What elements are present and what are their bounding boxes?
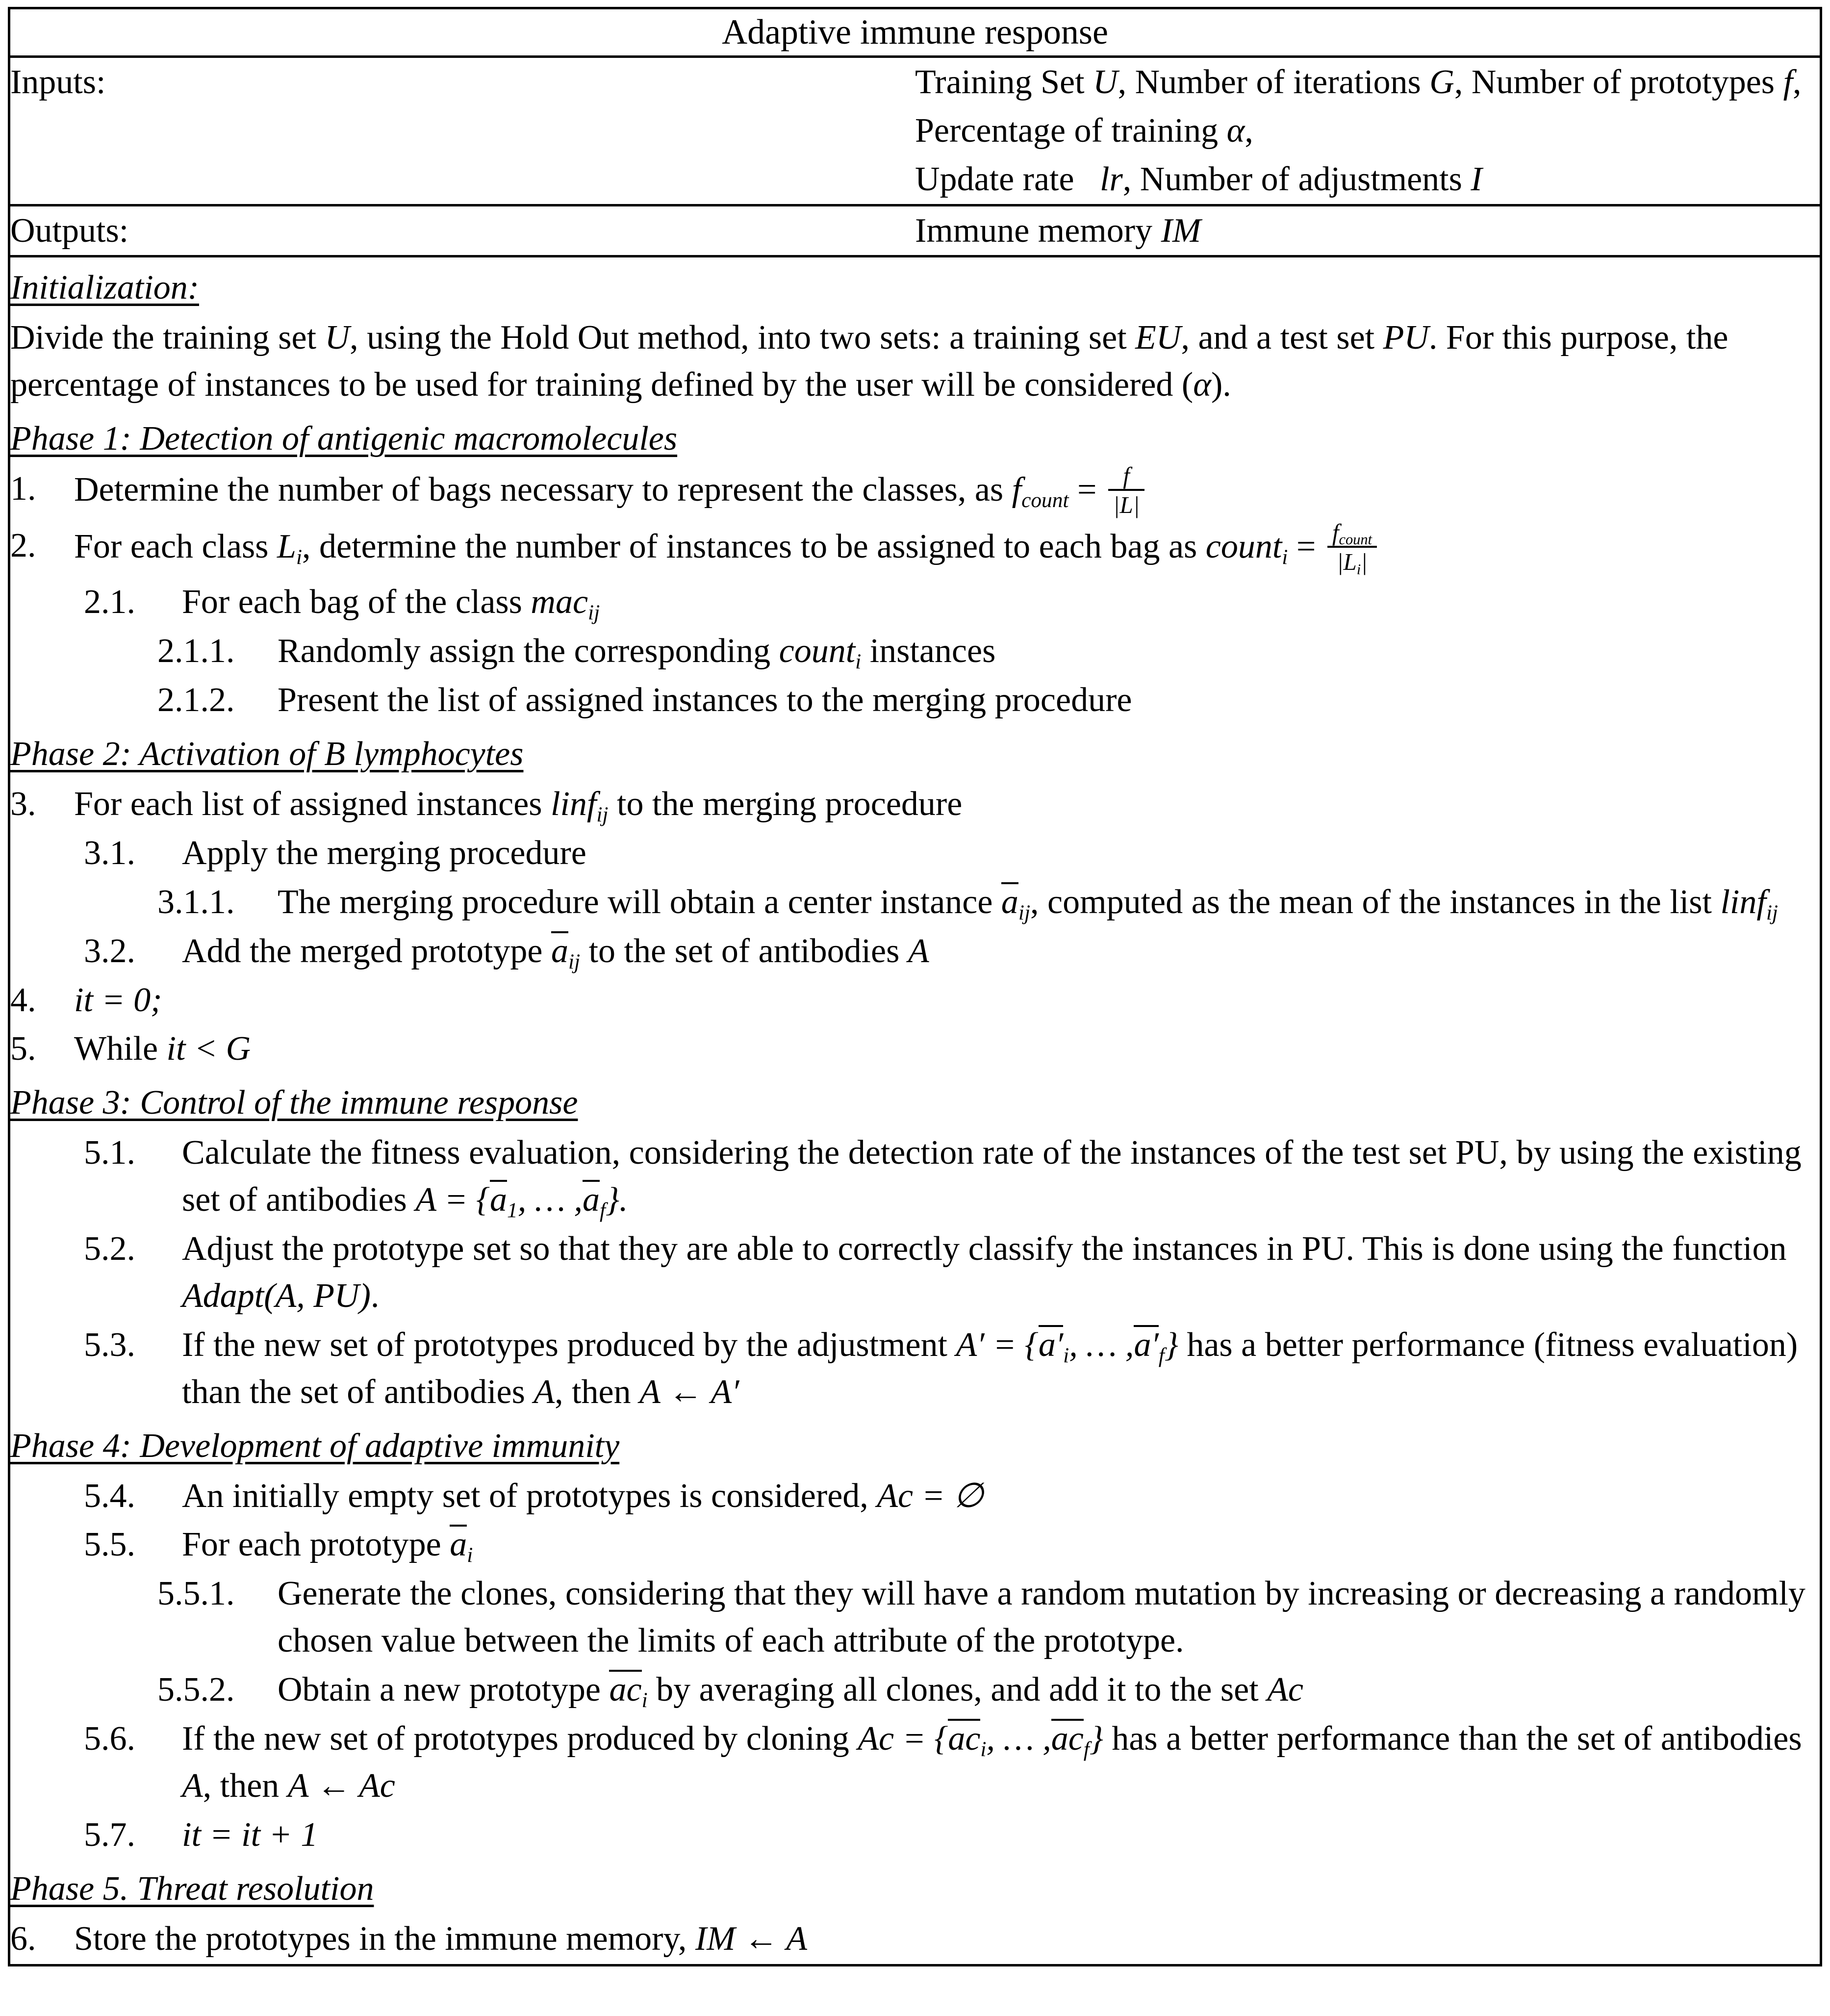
phase3-heading-line bbox=[10, 1075, 1820, 1127]
init-var-u: U bbox=[325, 319, 350, 357]
inputs-var-alpha: α bbox=[1226, 111, 1245, 150]
algorithm-body bbox=[9, 256, 1821, 1965]
step-5-6-var-a: A bbox=[182, 1766, 203, 1805]
inputs-line-1 bbox=[915, 58, 1820, 155]
step-1-body: Determine the number of bags necessary to represent the classes, as bbox=[74, 470, 1004, 509]
step-3 bbox=[10, 781, 1820, 828]
step-3-2-number: 3.2. bbox=[84, 932, 135, 970]
inputs-text-1b: , Number of iterations bbox=[1118, 63, 1421, 101]
step-5-6-set-close: } bbox=[1089, 1719, 1103, 1758]
inputs-text-1e: , bbox=[1245, 111, 1253, 150]
step-3-body-b: to the merging procedure bbox=[617, 785, 963, 823]
step-2-1-text bbox=[182, 579, 1820, 626]
step-3-1-1-body-a: The merging procedure will obtain a center instance bbox=[278, 883, 993, 921]
algorithm-table bbox=[8, 7, 1822, 1966]
inputs-text-1d: , Percentage of training bbox=[915, 63, 1802, 150]
algorithm-body-row bbox=[9, 256, 1821, 1965]
step-2-1-1 bbox=[157, 628, 1820, 675]
step-5-5-1 bbox=[157, 1570, 1820, 1664]
step-5-1-a1: a bbox=[490, 1181, 508, 1219]
step-5-5-2-var-acbar-sub: i bbox=[641, 1688, 648, 1712]
inputs-var-i: I bbox=[1471, 160, 1482, 199]
step-2-1-var-mac: mac bbox=[531, 583, 588, 621]
step-5-6-body-a: If the new set of prototypes produced by cloning bbox=[182, 1719, 849, 1758]
step-5-5-2-number: 5.5.2. bbox=[157, 1671, 235, 1709]
step-2-var-l: L bbox=[277, 527, 296, 565]
step-5-2-number: 5.2. bbox=[84, 1230, 135, 1268]
step-5-3-number: 5.3. bbox=[84, 1326, 135, 1364]
step-2-1-2-number: 2.1.2. bbox=[157, 681, 235, 719]
outputs-var-im: IM bbox=[1161, 211, 1201, 250]
step-3-1-1-var-abar-sub: ij bbox=[1018, 900, 1031, 924]
count-i-symbol: count bbox=[1205, 527, 1282, 565]
step-2-numerator bbox=[1327, 520, 1377, 546]
phase4-heading-line bbox=[10, 1419, 1820, 1471]
init-text-3: , and a test set bbox=[1181, 319, 1375, 357]
step-5-3-var-a: A bbox=[534, 1373, 555, 1411]
step-5-2-body: Adjust the prototype set so that they are able to correctly classify the instances in PU. This is done using the function bbox=[182, 1230, 1787, 1268]
step-3-1-1-number: 3.1.1. bbox=[157, 883, 235, 921]
step-2-1-number: 2.1. bbox=[84, 583, 135, 621]
step-2-1 bbox=[84, 579, 1820, 626]
step-3-1-1 bbox=[157, 879, 1820, 926]
step-1-formula bbox=[1012, 461, 1148, 519]
step-3-1-1-var-linf-sub: ij bbox=[1766, 900, 1778, 924]
inputs-text-2b: , Number of adjustments bbox=[1122, 160, 1462, 199]
step-5-6-text bbox=[182, 1715, 1820, 1810]
step-5-5-1-text: Generate the clones, considering that they will have a random mutation by increasing or decreasing a randomly chosen value between the limits of each attribute of the prototype. bbox=[278, 1575, 1805, 1660]
step-5-6-ac1-sub: i bbox=[980, 1737, 987, 1761]
step-5-6-body-b: has a better performance than the set of antibodies bbox=[1112, 1719, 1802, 1758]
phase4-heading: Phase 4: Development of adaptive immunity bbox=[10, 1427, 620, 1465]
step-2-body-a: For each class bbox=[74, 527, 269, 565]
step-5-text bbox=[74, 1025, 1820, 1072]
phase1-heading: Phase 1: Detection of antigenic macromolecules bbox=[10, 419, 678, 458]
step-6-expression: IM ← A bbox=[695, 1919, 808, 1958]
step-6-body: Store the prototypes in the immune memory, bbox=[74, 1919, 687, 1958]
step-5-6-acf-sub: f bbox=[1083, 1737, 1090, 1761]
step-3-var-linf-sub: ij bbox=[596, 803, 609, 827]
step-3-1-1-var-abar: a bbox=[1001, 883, 1018, 921]
step-2-text bbox=[74, 518, 1820, 578]
step-4-text: it = 0; bbox=[74, 981, 162, 1019]
inputs-var-g: G bbox=[1429, 63, 1454, 101]
phase2-heading-line bbox=[10, 727, 1820, 779]
step-2-1-1-number: 2.1.1. bbox=[157, 632, 235, 670]
step-5-number: 5. bbox=[10, 1030, 36, 1068]
step-2-number: 2. bbox=[10, 526, 36, 564]
phase1-heading-line bbox=[10, 411, 1820, 463]
step-5-6 bbox=[84, 1715, 1820, 1810]
step-5-4-text bbox=[182, 1473, 1820, 1520]
step-3-1-text: Apply the merging procedure bbox=[182, 834, 586, 872]
step-5-3-set-close: } bbox=[1164, 1326, 1178, 1364]
step-2-1-2-text: Present the list of assigned instances to the merging procedure bbox=[278, 681, 1132, 719]
init-var-eu: EU bbox=[1135, 319, 1181, 357]
step-3-2-var-a: A bbox=[908, 932, 929, 970]
step-2-1-1-var-count-sub: i bbox=[855, 650, 862, 674]
step-5-3-set-open: A′ = { bbox=[956, 1326, 1039, 1364]
step-5-1-ellipsis: , … , bbox=[517, 1181, 583, 1219]
step-5-3-body-a: If the new set of prototypes produced by the adjustment bbox=[182, 1326, 947, 1364]
phase3-heading: Phase 3: Control of the immune response bbox=[10, 1084, 578, 1122]
inputs-text-1a: Training Set bbox=[915, 63, 1085, 101]
step-3-body-a: For each list of assigned instances bbox=[74, 785, 542, 823]
step-5-6-ac1: ac bbox=[948, 1719, 981, 1758]
step-5-3-body-b: has a better performance (fitness evaluation) than the set of antibodies bbox=[182, 1326, 1798, 1411]
step-5-5-2-body-a: Obtain a new prototype bbox=[278, 1671, 601, 1709]
outputs-value bbox=[915, 205, 1821, 256]
step-6 bbox=[10, 1915, 1820, 1963]
step-3-2-body-a: Add the merged prototype bbox=[182, 932, 543, 970]
inputs-var-u: U bbox=[1093, 63, 1118, 101]
step-3-1 bbox=[84, 830, 1820, 877]
step-2-formula bbox=[1205, 518, 1380, 578]
step-1-denominator: |L| bbox=[1108, 489, 1144, 517]
inputs-line-2 bbox=[915, 155, 1820, 204]
step-5-4-expression: Ac = ∅ bbox=[877, 1477, 984, 1515]
step-5-5 bbox=[84, 1521, 1820, 1568]
step-2-var-l-sub: i bbox=[296, 545, 303, 569]
step-5-5-body: For each prototype bbox=[182, 1526, 441, 1564]
initialization-paragraph bbox=[10, 314, 1820, 408]
step-2-denominator bbox=[1327, 546, 1377, 578]
step-5-1-body: Calculate the fitness evaluation, considering the detection rate of the instances of the test set PU, by using the existing set of antibodies bbox=[182, 1134, 1802, 1219]
init-text-4: . For this purpose, the percentage of instances to be used for training defined by the user will be considered ( bbox=[10, 319, 1728, 404]
step-5-5-2-text bbox=[278, 1666, 1820, 1713]
step-2-num-f: f bbox=[1332, 518, 1339, 546]
step-5-3-set bbox=[956, 1326, 1178, 1367]
step-5-5-2 bbox=[157, 1666, 1820, 1713]
f-count-subscript: count bbox=[1021, 488, 1069, 512]
step-5-6-number: 5.6. bbox=[84, 1719, 135, 1758]
step-2-1-1-body-b: instances bbox=[869, 632, 996, 670]
step-5-5-var-abar-sub: i bbox=[467, 1543, 473, 1567]
step-5-5-number: 5.5. bbox=[84, 1526, 135, 1564]
initialization-heading: Initialization: bbox=[10, 269, 199, 307]
f-count-symbol: f bbox=[1012, 470, 1022, 509]
step-6-number: 6. bbox=[10, 1919, 36, 1958]
inputs-label: Inputs: bbox=[9, 56, 915, 205]
phase5-heading-line bbox=[10, 1862, 1820, 1914]
step-5-1-set bbox=[415, 1181, 628, 1223]
inputs-value bbox=[915, 56, 1821, 205]
step-5-6-body-c: , then bbox=[203, 1766, 280, 1805]
step-2 bbox=[10, 518, 1820, 578]
step-5-2-period: . bbox=[370, 1276, 380, 1315]
step-5-1-set-close: }. bbox=[606, 1181, 628, 1219]
step-4 bbox=[10, 977, 1820, 1024]
algorithm-title: Adaptive immune response bbox=[722, 12, 1108, 51]
init-text-1: Divide the training set bbox=[10, 319, 317, 357]
step-5-3-ellipsis: , … , bbox=[1069, 1326, 1134, 1364]
step-3-1-1-var-linf: linf bbox=[1720, 883, 1766, 921]
step-5-3-text bbox=[182, 1322, 1820, 1416]
title-row bbox=[9, 8, 1821, 57]
step-2-body-b: , determine the number of instances to be assigned to each bag as bbox=[302, 527, 1197, 565]
step-4-number: 4. bbox=[10, 981, 36, 1019]
inputs-text-1c: , Number of prototypes bbox=[1454, 63, 1775, 101]
step-3-1-number: 3.1. bbox=[84, 834, 135, 872]
step-5-4-number: 5.4. bbox=[84, 1477, 135, 1515]
step-5-3 bbox=[84, 1322, 1820, 1416]
phase5-heading: Phase 5. Threat resolution bbox=[10, 1869, 374, 1908]
step-5-condition: it < G bbox=[166, 1030, 251, 1068]
step-2-1-1-body-a: Randomly assign the corresponding bbox=[278, 632, 771, 670]
inputs-row bbox=[9, 56, 1821, 205]
step-5-4 bbox=[84, 1473, 1820, 1520]
step-3-2-var-abar-sub: ij bbox=[568, 949, 581, 973]
init-text-2: , using the Hold Out method, into two sets: a training set bbox=[350, 319, 1127, 357]
step-3-var-linf: linf bbox=[551, 785, 597, 823]
step-5-6-set-open: Ac = { bbox=[858, 1719, 948, 1758]
step-5-2 bbox=[84, 1225, 1820, 1320]
step-1 bbox=[10, 461, 1820, 520]
step-5-4-body: An initially empty set of prototypes is considered, bbox=[182, 1477, 868, 1515]
step-3-1-1-text bbox=[278, 879, 1820, 926]
step-5-body-a: While bbox=[74, 1030, 158, 1068]
step-5-1-a1-sub: 1 bbox=[507, 1199, 518, 1223]
step-5-2-text bbox=[182, 1225, 1820, 1320]
step-1-fraction bbox=[1108, 463, 1144, 518]
init-var-pu: PU bbox=[1383, 319, 1429, 357]
step-5-1-af: a bbox=[582, 1181, 600, 1219]
step-2-num-sub: count bbox=[1339, 531, 1372, 548]
step-5-1-af-sub: f bbox=[599, 1199, 606, 1223]
step-1-number: 1. bbox=[10, 469, 36, 508]
step-5-1-set-open: A = { bbox=[415, 1181, 490, 1219]
step-5-6-set bbox=[858, 1719, 1103, 1761]
step-5-6-acf: ac bbox=[1051, 1719, 1084, 1758]
step-5-3-a1-sub: i bbox=[1063, 1343, 1069, 1367]
step-5-5-2-body-b: by averaging all clones, and add it to the set bbox=[656, 1671, 1259, 1709]
step-5-5-text bbox=[182, 1521, 1820, 1568]
inputs-var-f: f bbox=[1783, 63, 1793, 101]
step-6-text bbox=[74, 1915, 1820, 1963]
step-5-3-af: a′ bbox=[1134, 1326, 1159, 1364]
initialization-heading-line bbox=[10, 260, 1820, 312]
step-1-numerator: f bbox=[1123, 461, 1130, 489]
step-3-2 bbox=[84, 928, 1820, 975]
step-3-2-body-b: to the set of antibodies bbox=[588, 932, 900, 970]
step-5-7-number: 5.7. bbox=[84, 1815, 135, 1854]
step-2-equals: = bbox=[1296, 527, 1316, 565]
step-5-5-2-var-ac: Ac bbox=[1267, 1671, 1303, 1709]
count-i-subscript: i bbox=[1282, 545, 1288, 569]
step-5-3-body-c: , then bbox=[555, 1373, 631, 1411]
inputs-var-lr: lr bbox=[1100, 160, 1123, 199]
step-2-den-end: | bbox=[1361, 548, 1368, 576]
inputs-text-2a: Update rate bbox=[915, 160, 1074, 199]
step-5-7-text: it = it + 1 bbox=[182, 1815, 318, 1854]
step-5-3-af-sub: f bbox=[1158, 1343, 1165, 1367]
step-5-5-2-var-acbar: ac bbox=[609, 1671, 642, 1709]
step-2-fraction bbox=[1327, 518, 1377, 578]
step-3-text bbox=[74, 781, 1820, 828]
step-3-2-var-abar: a bbox=[551, 932, 568, 970]
step-3-2-text bbox=[182, 928, 1820, 975]
outputs-text: Immune memory bbox=[915, 211, 1153, 250]
step-1-equals: = bbox=[1077, 470, 1097, 509]
step-5-5-1-number: 5.5.1. bbox=[157, 1575, 235, 1613]
step-2-den-sub: i bbox=[1356, 561, 1361, 578]
init-text-5: ). bbox=[1211, 365, 1231, 404]
outputs-row bbox=[9, 205, 1821, 256]
step-2-1-var-mac-sub: ij bbox=[588, 601, 600, 625]
step-2-1-1-text bbox=[278, 628, 1820, 675]
step-5-5-var-abar: a bbox=[450, 1526, 467, 1564]
step-2-1-1-var-count: count bbox=[779, 632, 856, 670]
step-5-1-text bbox=[182, 1129, 1820, 1224]
step-5-6-assignment: A ← Ac bbox=[287, 1766, 395, 1805]
step-5-7 bbox=[84, 1812, 1820, 1859]
step-2-1-2 bbox=[157, 677, 1820, 724]
step-5-2-function: Adapt(A, PU) bbox=[182, 1276, 371, 1315]
step-1-text bbox=[74, 461, 1820, 520]
outputs-label: Outputs: bbox=[9, 205, 915, 256]
step-5-3-assignment: A ← A′ bbox=[639, 1373, 739, 1411]
step-3-number: 3. bbox=[10, 785, 36, 823]
step-5-3-a1: a′ bbox=[1038, 1326, 1064, 1364]
step-5-1 bbox=[84, 1129, 1820, 1224]
step-5-1-number: 5.1. bbox=[84, 1134, 135, 1172]
step-2-1-body: For each bag of the class bbox=[182, 583, 522, 621]
step-5 bbox=[10, 1025, 1820, 1072]
step-2-den-l: |L bbox=[1337, 548, 1357, 576]
phase2-heading: Phase 2: Activation of B lymphocytes bbox=[10, 735, 524, 773]
init-var-alpha: α bbox=[1193, 365, 1211, 404]
step-3-1-1-body-b: , computed as the mean of the instances in the list bbox=[1030, 883, 1712, 921]
step-5-6-ellipsis: , … , bbox=[986, 1719, 1051, 1758]
